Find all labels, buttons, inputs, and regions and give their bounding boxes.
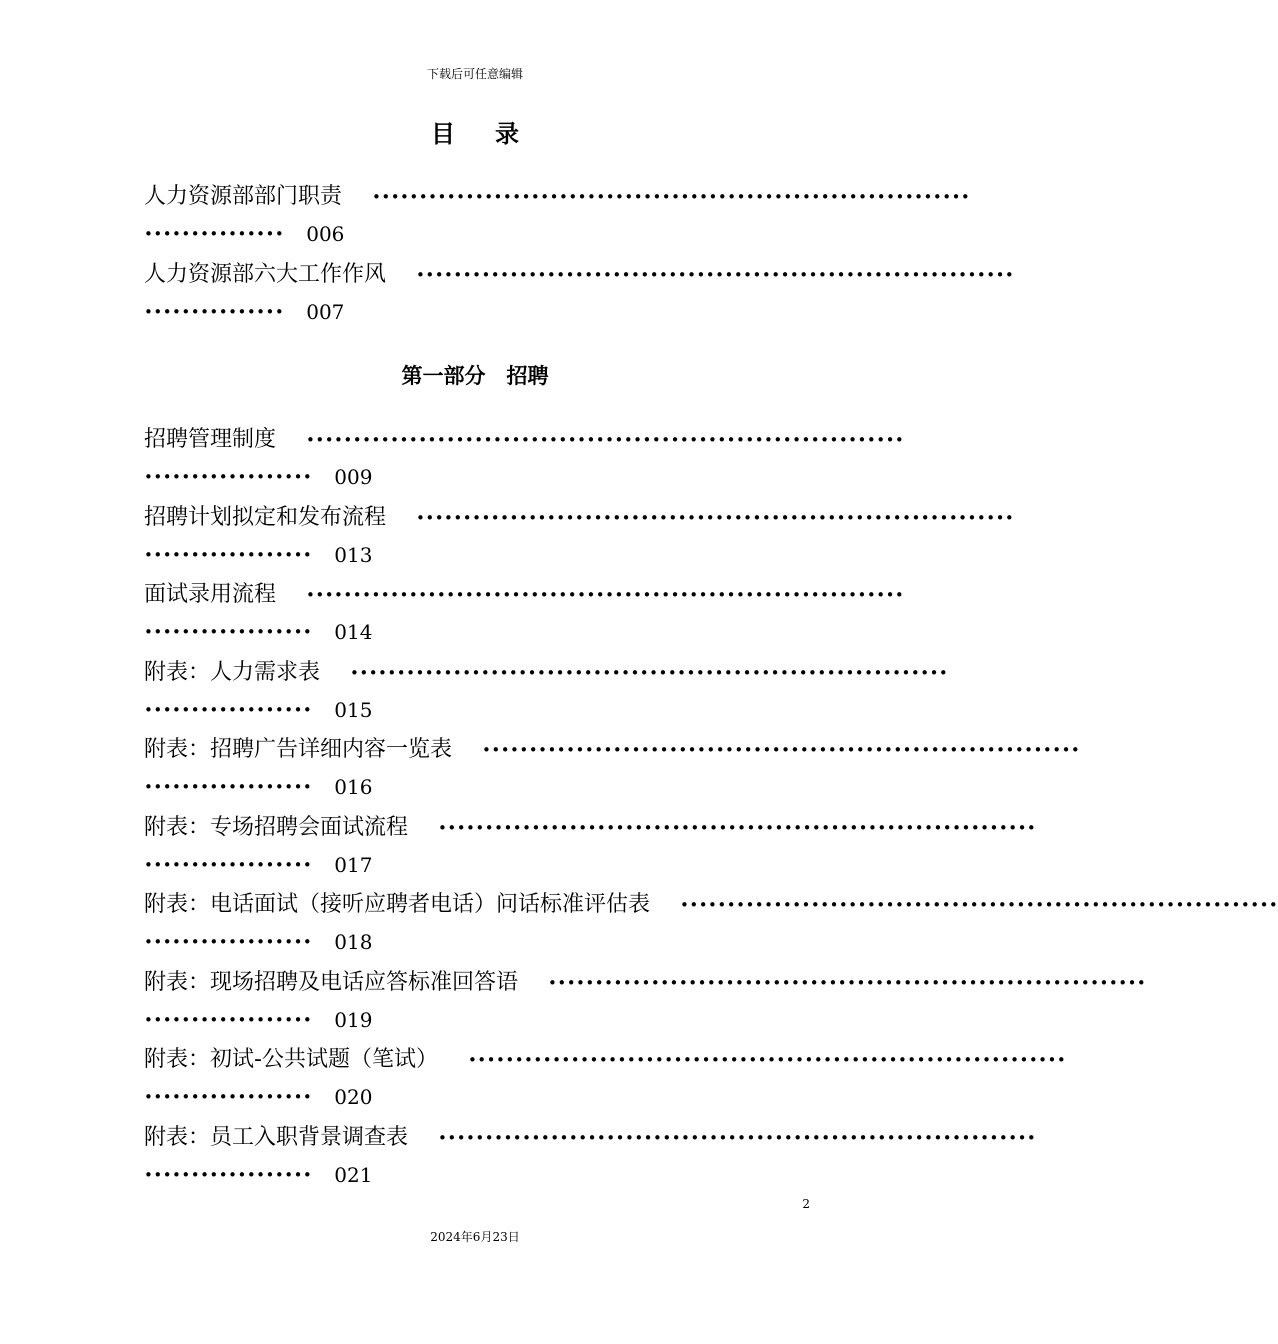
- toc-entry-title: 人力资源部六大工作作风: [144, 261, 387, 287]
- toc-leader-dots: ••••••••••••••••••••••••••••••••••••••••••••••••••••••••••••••••: [416, 265, 1015, 284]
- toc-entry: [144, 811, 1037, 843]
- toc-entry-title: 附表：初试-公共试题（笔试）: [144, 1047, 438, 1072]
- toc-entry-continuation: [144, 926, 372, 956]
- toc-leader-dots-tail: ••••••••••••••••••: [144, 778, 313, 796]
- toc-entry-title: 附表：电话面试（接听应聘者电话）问话标准评估表: [144, 892, 651, 917]
- toc-entry: [144, 888, 1278, 920]
- toc-leader-dots: ••••••••••••••••••••••••••••••••••••••••••••••••••••••••••••••••: [350, 663, 949, 682]
- toc-entry-page-number: 021: [334, 1162, 373, 1187]
- toc-entry-continuation: [144, 218, 344, 248]
- toc-leader-dots: ••••••••••••••••••••••••••••••••••••••••••••••••••••••••••••••••: [306, 431, 905, 449]
- toc-leader-dots: ••••••••••••••••••••••••••••••••••••••••••••••••••••••••••••••••: [467, 1051, 1067, 1069]
- toc-leader-dots-tail: ••••••••••••••••••: [144, 855, 313, 874]
- toc-entry-continuation: [144, 461, 372, 491]
- toc-entry-title: 面试录用流程: [144, 582, 277, 607]
- toc-leader-dots: ••••••••••••••••••••••••••••••••••••••••••••••••••••••••••••••••: [416, 508, 1015, 527]
- toc-leader-dots: ••••••••••••••••••••••••••••••••••••••••••••••••••••••••••••••••: [482, 741, 1081, 759]
- toc-entry-continuation: [144, 539, 372, 569]
- toc-leader-dots-tail: •••••••••••••••: [144, 225, 285, 243]
- toc-leader-dots: ••••••••••••••••••••••••••••••••••••••••••••••••••••••••••••••••: [438, 1128, 1037, 1147]
- toc-entry-continuation: [144, 296, 344, 326]
- page-number: 2: [802, 1197, 810, 1211]
- toc-entry: [144, 1121, 1037, 1153]
- header-note: 下载后可任意编辑: [426, 67, 523, 81]
- toc-entry: [144, 966, 1147, 998]
- toc-leader-dots: ••••••••••••••••••••••••••••••••••••••••••••••••••••••••••••••••: [680, 896, 1278, 914]
- footer-date: 2024年6月23日: [430, 1230, 520, 1244]
- toc-entry-page-number: 009: [334, 465, 373, 489]
- toc-leader-dots-tail: ••••••••••••••••••: [144, 700, 313, 719]
- toc-entry: [144, 501, 1015, 533]
- toc-entry-title: 附表：专场招聘会面试流程: [144, 814, 409, 840]
- toc-entry-page-number: 019: [334, 1007, 373, 1032]
- toc-leader-dots-tail: ••••••••••••••••••: [144, 623, 313, 641]
- toc-entry-page-number: 018: [334, 930, 373, 954]
- toc-leader-dots: ••••••••••••••••••••••••••••••••••••••••••••••••••••••••••••••••: [438, 818, 1037, 837]
- toc-entry-continuation: [144, 1081, 372, 1111]
- toc-entry-page-number: 006: [306, 222, 345, 246]
- toc-entry: [144, 578, 905, 610]
- toc-entry: [144, 423, 905, 455]
- toc-leader-dots-tail: ••••••••••••••••••: [144, 468, 313, 486]
- toc-entry-continuation: [144, 1159, 372, 1189]
- toc-leader-dots: ••••••••••••••••••••••••••••••••••••••••••••••••••••••••••••••••: [548, 973, 1147, 992]
- toc-leader-dots: ••••••••••••••••••••••••••••••••••••••••••••••••••••••••••••••••: [306, 586, 905, 604]
- toc-entry-page-number: 015: [334, 697, 373, 722]
- toc-entry: [144, 733, 1081, 765]
- toc-leader-dots-tail: ••••••••••••••••••: [144, 545, 313, 564]
- toc-leader-dots-tail: ••••••••••••••••••: [144, 1165, 313, 1184]
- toc-entry-continuation: [144, 694, 372, 724]
- toc-entry-title: 附表：现场招聘及电话应答标准回答语: [144, 969, 519, 995]
- toc-entry-title: 附表：人力需求表: [144, 659, 321, 685]
- toc-entry-page-number: 016: [334, 775, 373, 799]
- toc-entry-title: 招聘计划拟定和发布流程: [144, 504, 387, 530]
- toc-entry-title: 招聘管理制度: [144, 427, 277, 452]
- toc-entry: [144, 180, 971, 212]
- toc-entry-title: 附表：招聘广告详细内容一览表: [144, 737, 453, 762]
- toc-entry-page-number: 013: [334, 542, 373, 567]
- toc-title: 目录: [431, 120, 559, 148]
- toc-entry-continuation: [144, 616, 372, 646]
- toc-entry: [144, 258, 1015, 290]
- toc-entry-continuation: [144, 771, 372, 801]
- toc-entry: [144, 1043, 1067, 1075]
- toc-entry-page-number: 007: [306, 299, 345, 324]
- toc-entry-title: 人力资源部部门职责: [144, 184, 343, 209]
- toc-leader-dots-tail: ••••••••••••••••••: [144, 1010, 313, 1029]
- toc-entry-title: 附表：员工入职背景调查表: [144, 1124, 409, 1150]
- toc-entry-page-number: 014: [334, 620, 373, 644]
- toc-entry-continuation: [144, 849, 372, 879]
- toc-leader-dots: ••••••••••••••••••••••••••••••••••••••••••••••••••••••••••••••••: [372, 188, 971, 206]
- toc-entry: [144, 656, 949, 688]
- toc-leader-dots-tail: ••••••••••••••••••: [144, 1088, 313, 1106]
- toc-entry-page-number: 017: [334, 852, 373, 877]
- toc-leader-dots-tail: •••••••••••••••: [144, 302, 285, 321]
- section-heading-recruitment: 第一部分 招聘: [401, 364, 549, 388]
- toc-entry-continuation: [144, 1004, 372, 1034]
- toc-entry-page-number: 020: [334, 1085, 373, 1109]
- toc-leader-dots-tail: ••••••••••••••••••: [144, 933, 313, 951]
